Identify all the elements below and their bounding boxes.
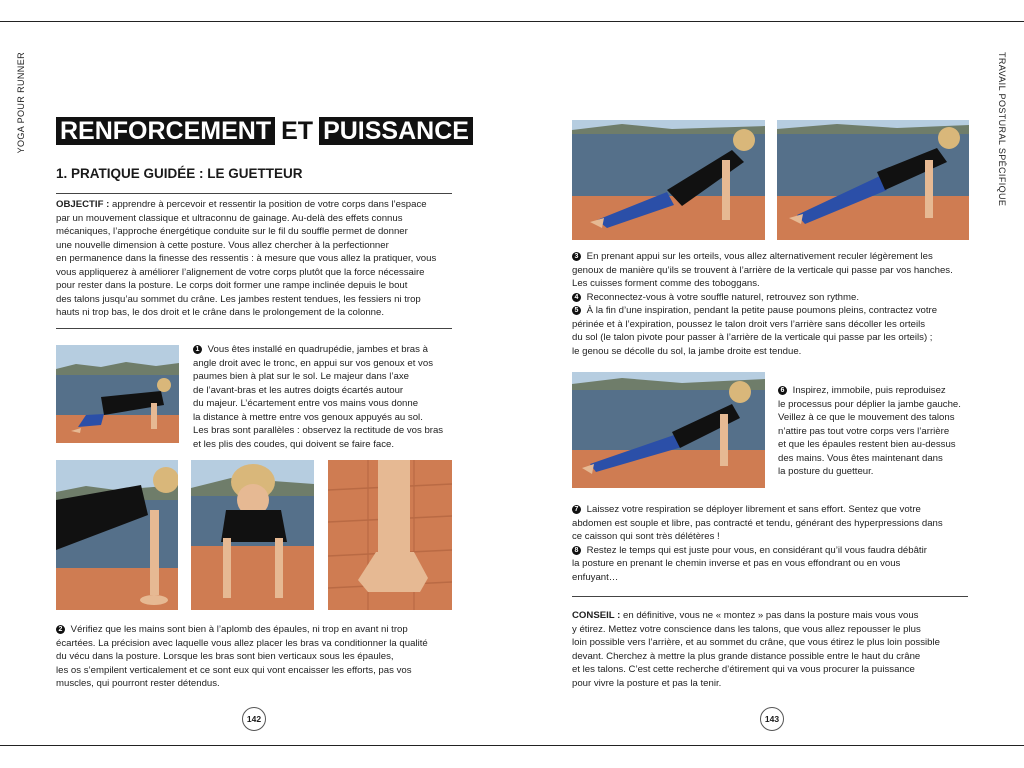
title-part2: ET [281,117,314,145]
running-head-right: TRAVAIL POSTURAL SPÉCIFIQUE [997,52,1007,207]
step2-paragraph [56,623,456,691]
steps-7-8-paragraph [572,503,972,584]
step1-line-4: de l’avant-bras et les autres doigts écartés autour [193,384,404,396]
section-heading: 1. PRATIQUE GUIDÉE : LE GUETTEUR [56,166,303,181]
step6-line-5: et que les épaules restent bien au-dessus [778,439,956,450]
conseil-label: CONSEIL : [572,610,621,621]
step1-number-badge: 1 [193,345,202,354]
step4-line-1: 4 Reconnectez-vous à votre souffle naturel, retrouvez son rythme. [572,291,972,305]
step2-line-3: du vécu dans la posture. Lorsque les bras sont bien verticaux sous les épaules, [56,651,394,662]
divider-3 [572,596,968,597]
step1-line-7: Les bras sont parallèles : observez la rectitude de vos bras [193,425,444,436]
step6-line-1: 6 Inspirez, immobile, puis reproduisez [778,384,973,398]
step7-number-badge: 7 [572,505,581,514]
photo-knees-back [572,120,765,240]
objectif-line-4: une nouvelle dimension à cette posture. Vous allez chercher à la perfectionner [56,239,389,251]
photo-leg-extended [777,120,969,240]
step6-paragraph [778,384,973,479]
conseil-line-2: y étirez. Mettez votre conscience dans les talons, que vous allez repousser le plus [572,623,921,635]
step5-line-1: 5 À la fin d’une inspiration, pendant la petite pause poumons pleins, contractez votre [572,304,972,318]
step2-line-2: écartées. La précision avec laquelle vous allez placer les bras va conditionner la qualité [56,637,428,649]
photo-arms-side [56,460,178,610]
objectif-paragraph [56,198,456,320]
bottom-rule [0,745,1024,746]
conseil-line-5: et les talons. C’est cette recherche d’étirement qui va vous procurer la puissance [572,664,915,675]
step6-line-4: n’attire pas tout votre corps vers l’arrière [778,425,950,437]
step5-line-3: du sol (le talon pivote pour passer à l’arrière de la verticale qui passe par les orteils) ; [572,332,933,343]
objectif-line-3: mécaniques, l’approche énergétique conduite sur le fil du souffle permet de donner [56,226,408,237]
step1-line-2: angle droit avec le tronc, en appui sur vos genoux et vos [193,357,433,369]
conseil-line-3: loin possible vers l’arrière, et au sommet du crâne, que vous étirez le plus loin possible [572,637,940,648]
step3-number-badge: 3 [572,252,581,261]
step8-line-2: la posture en prenant le chemin inverse et pas en vous effondrant ou en vous [572,558,901,569]
conseil-paragraph [572,609,972,690]
step3-line-3: Les cuisses forment comme des toboggans. [572,278,760,289]
objectif-line-5: en permanence dans la finesse des ressentis : à mesure que vous allez la pratiquer, vous [56,253,437,264]
step8-line-3: enfuyant… [572,571,619,583]
step2-line-4: les os s’empilent verticalement et ce sont eux qui vont encaisser les efforts, pas vos [56,664,412,676]
step7-line-2: abdomen est souple et libre, pas contracté et tendu, générant des hyperpressions dans [572,517,943,529]
conseil-line-1: CONSEIL : en définitive, vous ne « montez » pas dans la posture mais vous vous [572,610,919,621]
page-number-left: 142 [242,707,266,731]
objectif-label: OBJECTIF : [56,199,110,210]
page-number-right: 143 [760,707,784,731]
step4-number-badge: 4 [572,293,581,302]
step7-line-1: 7 Laissez votre respiration se déployer librement et sans effort. Sentez que votre [572,503,972,517]
step6-line-7: la posture du guetteur. [778,466,874,477]
step1-line-5: du majeur. L’écartement entre vos mains vous donne [193,398,419,409]
step3-line-2: genoux de manière qu’ils se trouvent à l’arrière de la verticale qui passe par vos hanches. [572,264,953,276]
objectif-line-1: OBJECTIF : apprendre à percevoir et ressentir la position de votre corps dans l’espace [56,199,427,210]
step5-line-2: périnée et à l’expiration, poussez le talon droit vers l’arrière sans décoller les orteils [572,318,926,330]
step8-line-1: 8 Restez le temps qui est juste pour vous, en considérant qu’il vous faudra débâtir [572,544,972,558]
step3-line-1: 3 En prenant appui sur les orteils, vous allez alternativement reculer légèrement les [572,250,972,264]
objectif-line-7: pour rester dans la posture. Le corps doit former une rampe inclinée depuis le bout [56,280,408,291]
title-part3: PUISSANCE [319,117,473,145]
step2-line-5: muscles, qui pourront rester détendus. [56,678,220,689]
title-part1: RENFORCEMENT [56,117,275,145]
objectif-line-2: par un mouvement classique et ultraconnu de gainage. Au-delà des effets connus [56,212,403,224]
step1-line-1: 1 Vous êtes installé en quadrupédie, jambes et bras à [193,343,455,357]
step2-number-badge: 2 [56,625,65,634]
objectif-line-8: des talons jusqu’au sommet du crâne. Les jambes restent tendues, les fessiers ni trop [56,293,421,305]
chapter-title [56,117,473,146]
photo-arms-front [191,460,314,610]
step6-line-6: des mains. Vous êtes maintenant dans [778,452,943,464]
step6-number-badge: 6 [778,386,787,395]
step1-line-6: la distance à mettre entre vos genoux appuyés au sol. [193,411,423,423]
step8-number-badge: 8 [572,546,581,555]
step6-line-2: le processus pour déplier la jambe gauche. [778,398,961,410]
step5-number-badge: 5 [572,306,581,315]
divider-1 [56,193,452,194]
step5-line-4: le genou se décolle du sol, la jambe droite est tendue. [572,345,802,357]
step7-line-3: ce caisson qui sont très délétères ! [572,531,720,542]
photo-hand [328,460,452,610]
photo-plank [572,372,765,488]
conseil-line-4: devant. Cherchez à mettre la plus grande distance possible entre le haut du crâne [572,650,921,662]
objectif-line-6: vous appliquerez à améliorer l’alignement de votre corps plutôt que la force nécessaire [56,266,425,278]
step6-line-3: Veillez à ce que le mouvement des talons [778,412,955,423]
step1-line-3: paumes bien à plat sur le sol. Le majeur dans l’axe [193,371,409,382]
running-head-left: YOGA POUR RUNNER [16,52,26,154]
photo-quadruped [56,345,179,443]
conseil-line-6: pour vivre la posture et pas la tenir. [572,677,722,689]
top-rule [0,21,1024,22]
objectif-line-9: hauts ni trop bas, le dos droit et le crâne dans le prolongement de la colonne. [56,307,384,318]
step1-paragraph [193,343,455,451]
step1-line-8: et les plis des coudes, qui doivent se faire face. [193,438,395,450]
step2-line-1: 2 Vérifiez que les mains sont bien à l’aplomb des épaules, ni trop en avant ni trop [56,623,456,637]
steps-3-5-paragraph [572,250,972,358]
divider-2 [56,328,452,329]
